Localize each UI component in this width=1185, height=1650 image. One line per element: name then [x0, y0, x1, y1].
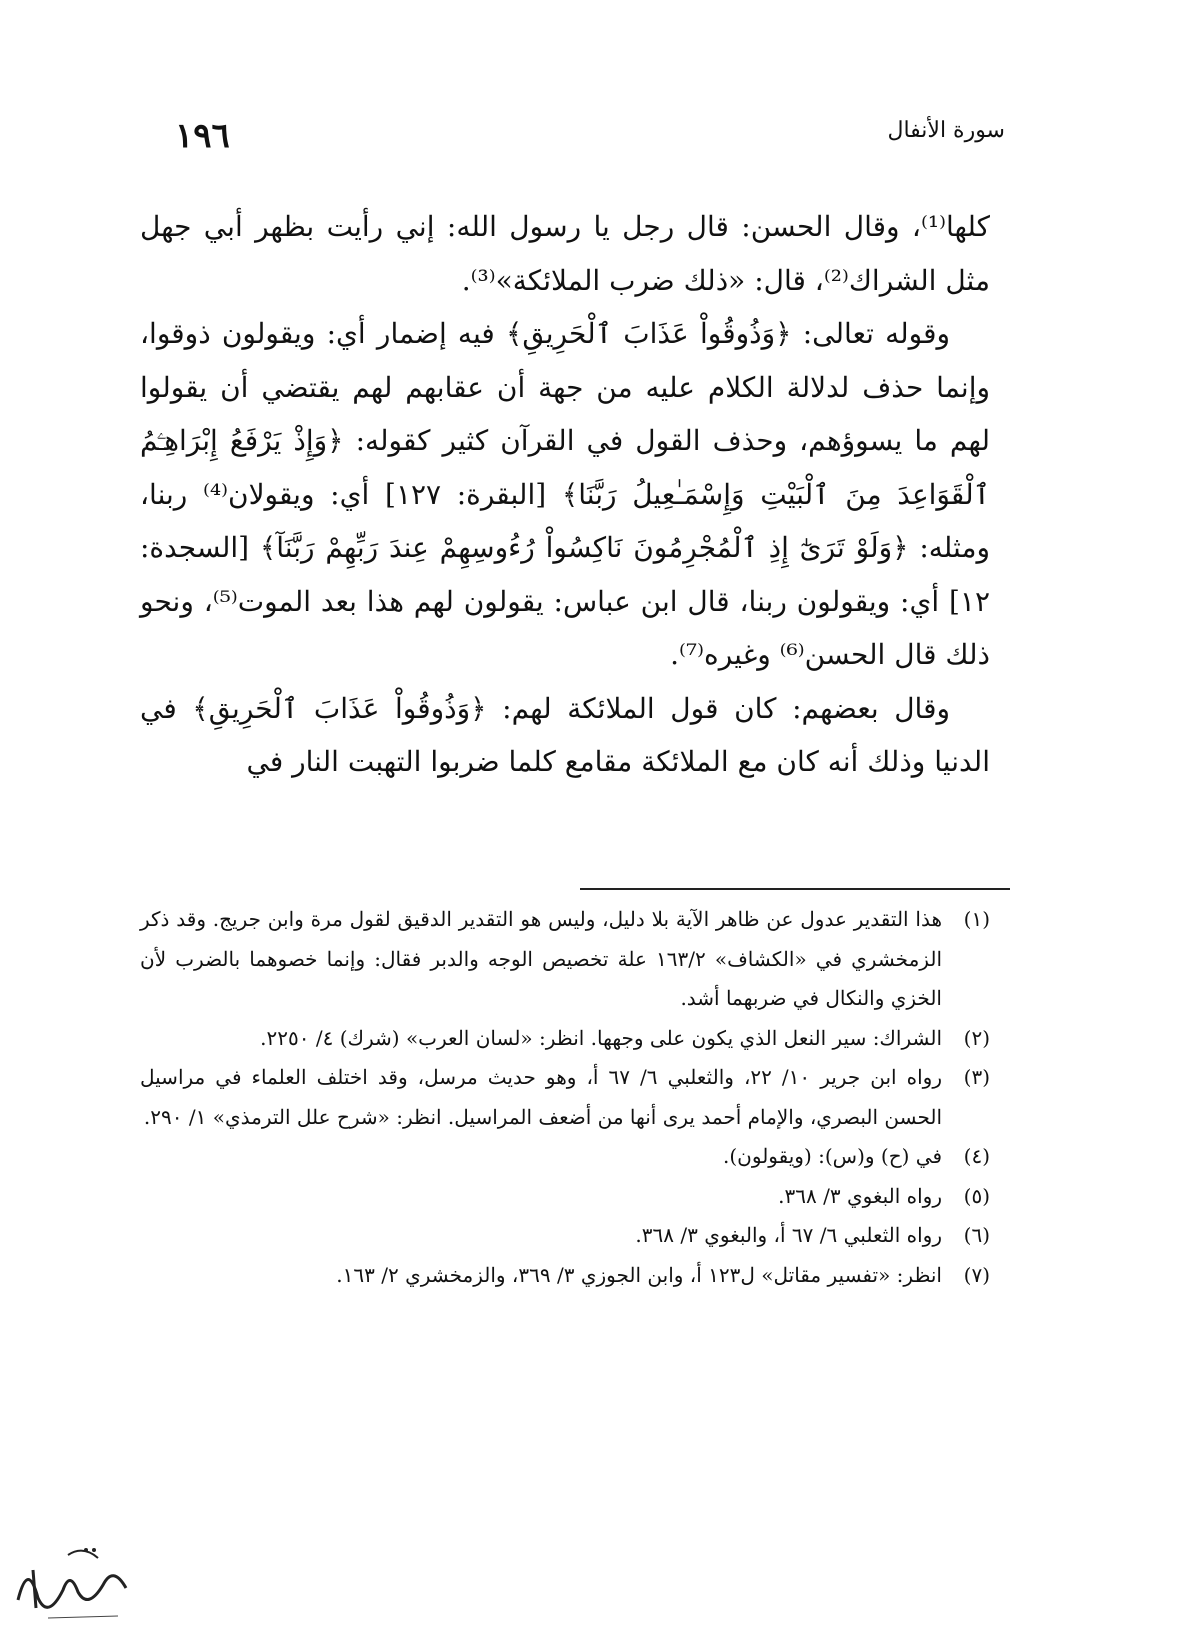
footnote-text: هذا التقدير عدول عن ظاهر الآية بلا دليل، وليس هو التقدير الدقيق لقول مرة وابن جريج. وقد ذكر الزمخشري في «الكشاف» ١٦٣/٢ علة تخصيص الوجه والدبر فقال: وإنما خصوهما بالضرب لأن الخزي والنكال في ضربهما أشد. [140, 907, 942, 1010]
footnote-text: رواه الثعلبي ٦/ ٦٧ أ، والبغوي ٣/ ٣٦٨. [635, 1223, 942, 1247]
footnote [140, 1256, 990, 1296]
footnote-text: انظر: «تفسير مقاتل» ل١٢٣ أ، وابن الجوزي ٣/ ٣٦٩، والزمخشري ٢/ ١٦٣. [336, 1262, 942, 1287]
running-title: سورة الأنفال [887, 118, 1005, 143]
footnote-number: (٧) [963, 1262, 990, 1287]
footnote [140, 1216, 990, 1256]
paragraph: وقال بعضهم: كان قول الملائكة لهم: ﴿وَذُوقُواْ عَذَابَ ٱلْحَرِيقِ﴾ في الدنيا وذلك أنه كان مع الملائكة مقامع كلما ضربوا التهبت النار في [140, 691, 990, 778]
footnote-text: رواه البغوي ٣/ ٣٦٨. [778, 1183, 942, 1208]
footnote [140, 1019, 990, 1059]
footnote [140, 1177, 990, 1217]
page-header [175, 110, 1005, 170]
footnotes [140, 900, 990, 1295]
footnote-divider [580, 888, 1010, 890]
footnote [140, 1137, 990, 1177]
page-number: ١٩٦ [175, 116, 230, 156]
logo-calligraphy [8, 1530, 138, 1630]
library-logo-icon [8, 1530, 138, 1630]
footnote-number: (٢) [963, 1025, 990, 1050]
footnote [140, 1058, 990, 1137]
footnote-number: (٣) [963, 1065, 990, 1089]
footnote-number: (١) [963, 907, 990, 931]
footnote-text: رواه ابن جرير ١٠/ ٢٢، والثعلبي ٦/ ٦٧ أ، وهو حديث مرسل، وقد اختلف العلماء في مراسيل الحسن البصري، والإمام أحمد يرى أنها من أضعف المراسيل. انظر: «شرح علل الترمذي» ١/ ٢٩٠. [140, 1065, 942, 1129]
paragraph: كلها⁽¹⁾، وقال الحسن: قال رجل يا رسول الله: إني رأيت بظهر أبي جهل مثل الشراك⁽²⁾، قال: «ذلك ضرب الملائكة»⁽³⁾. [140, 210, 990, 297]
footnote-number: (٥) [963, 1183, 990, 1208]
footnote-number: (٤) [963, 1144, 990, 1168]
paragraph: وقوله تعالى: ﴿وَذُوقُواْ عَذَابَ ٱلْحَرِيقِ﴾ فيه إضمار أي: ويقولون ذوقوا، وإنما حذف لدلالة الكلام عليه من جهة أن عقابهم لهم يقتضي أن يقولوا لهم ما يسوؤهم، وحذف القول في القرآن كثير كقوله: ﴿وَإِذْ يَرْفَعُ إِبْرَاهِـۧمُ ٱلْقَوَاعِدَ مِنَ ٱلْبَيْتِ وَإِسْمَـٰعِيلُ رَبَّنَا﴾ [البقرة: ١٢٧] أي: ويقولان⁽⁴⁾ ربنا، ومثله: ﴿وَلَوْ تَرَىٰٓ إِذِ ٱلْمُجْرِمُونَ نَاكِسُواْ رُءُوسِهِمْ عِندَ رَبِّهِمْ رَبَّنَآ﴾ [السجدة: ١٢] أي: ويقولون ربنا، قال ابن عباس: يقولون لهم هذا بعد الموت⁽⁵⁾، ونحو ذلك قال الحسن⁽⁶⁾ وغيره⁽⁷⁾. [140, 317, 991, 671]
footnote-text: في (ح) و(س): (ويقولون). [723, 1144, 942, 1168]
footnote-text: الشراك: سير النعل الذي يكون على وجهها. انظر: «لسان العرب» (شرك) ٤/ ٢٢٥٠. [260, 1025, 942, 1050]
footnote [140, 900, 990, 1019]
main-text [140, 200, 990, 789]
footnote-number: (٦) [963, 1223, 990, 1247]
